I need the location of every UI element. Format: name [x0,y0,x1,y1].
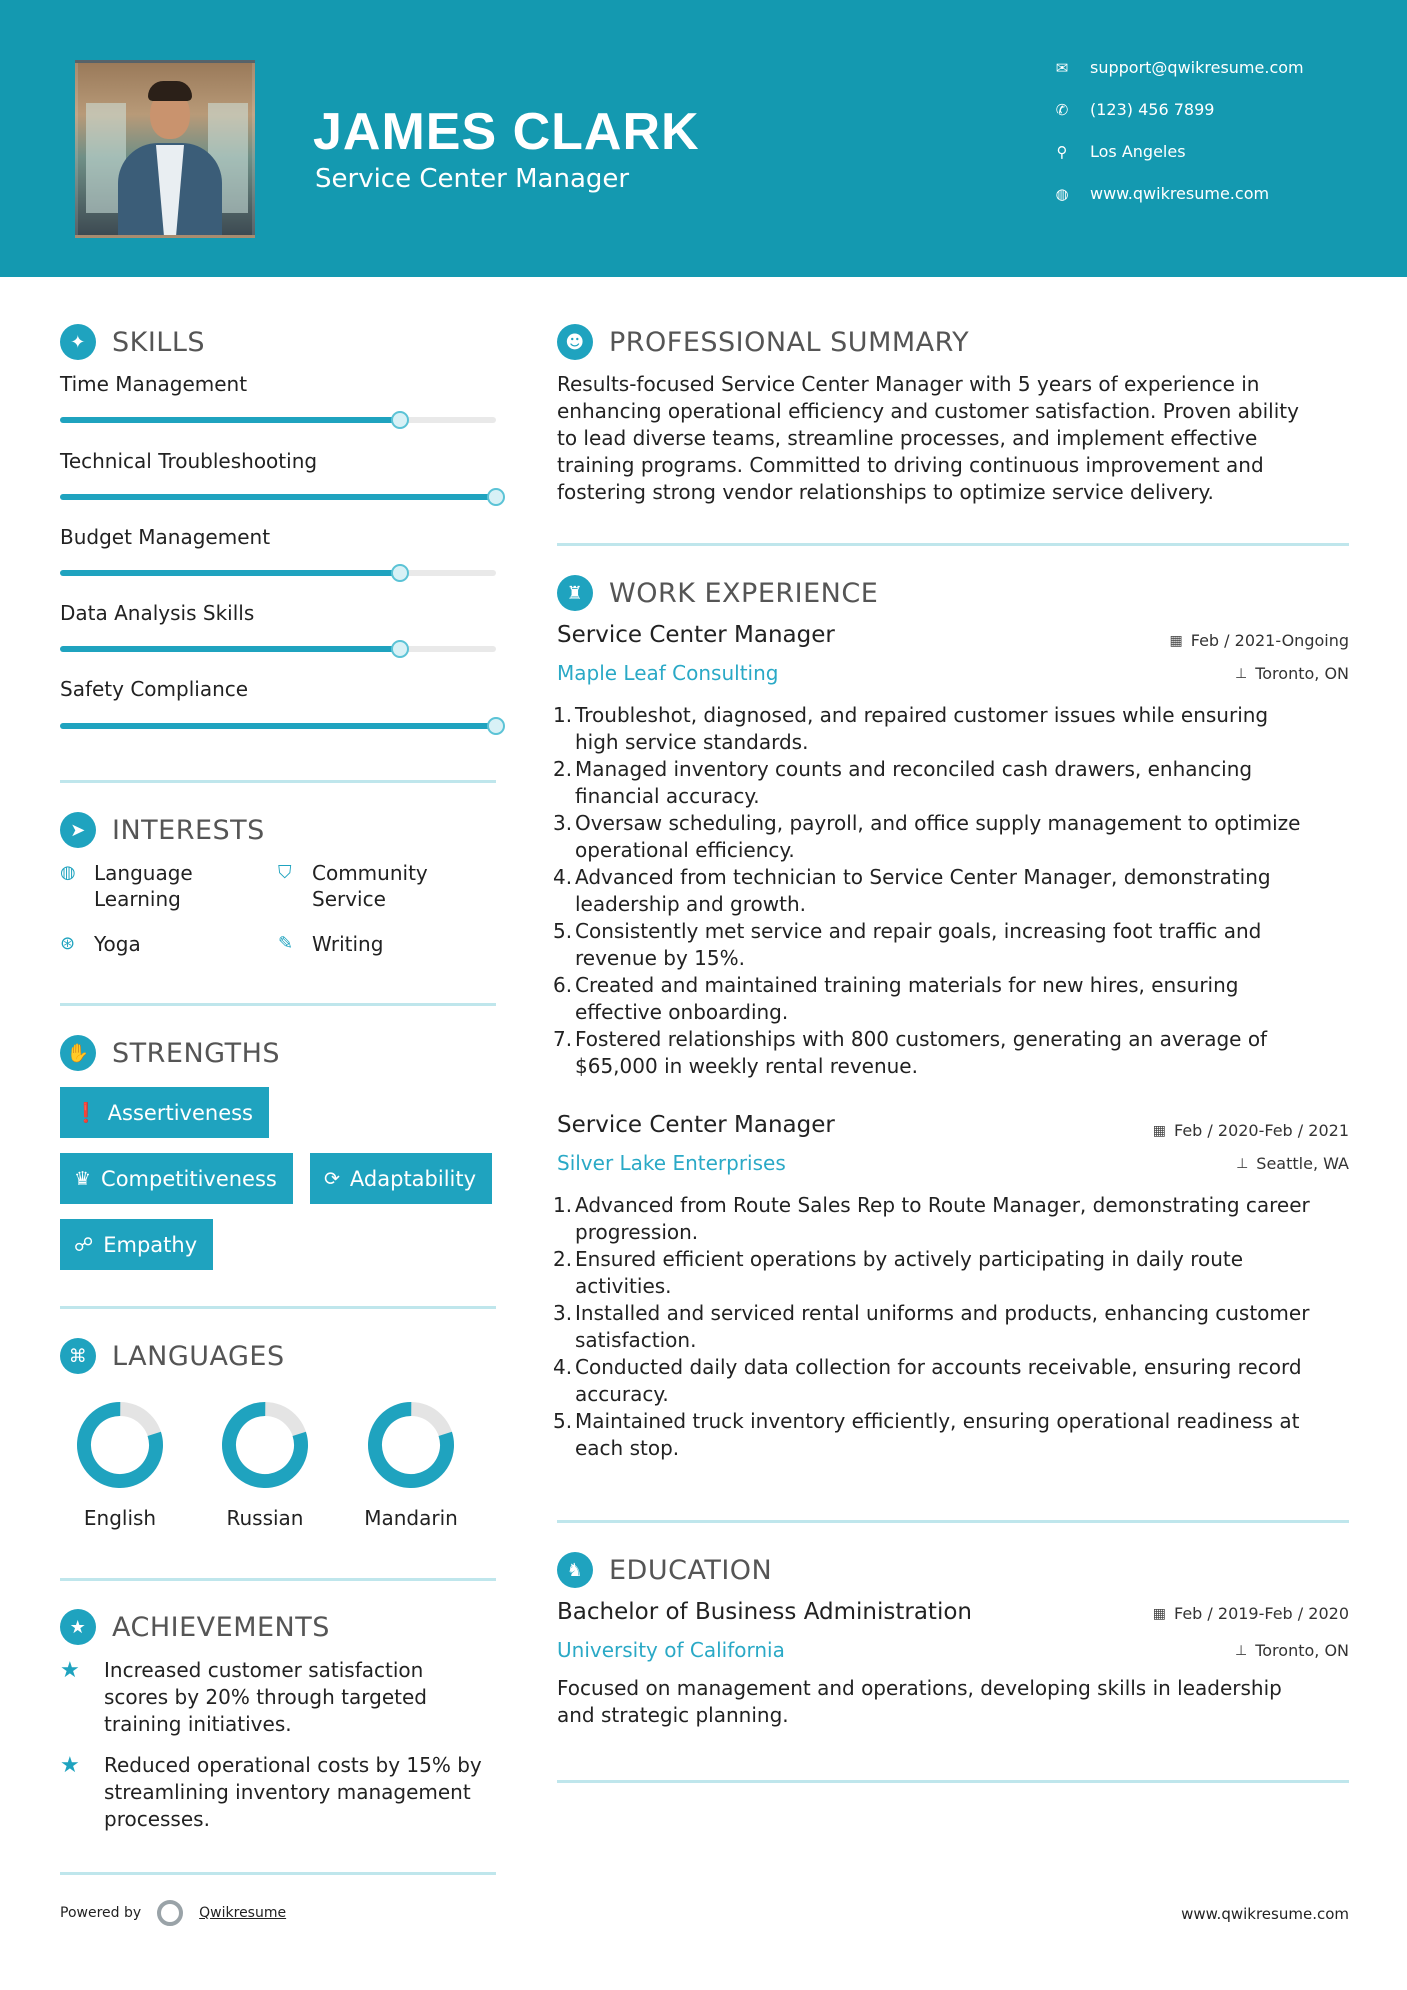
list-item: 4. Conducted daily data collection for accounts receivable, ensuring record accuracy. [553,1355,1302,1406]
education-heading [557,1552,772,1588]
list-item: 1. Troubleshot, diagnosed, and repaired customer issues while ensuring high service standards. [553,703,1269,754]
strength-tag [60,1087,269,1138]
education-location-text: Toronto, ON [1255,1641,1349,1660]
skill-bar [60,570,496,576]
job-date-text: Feb / 2020-Feb / 2021 [1174,1121,1349,1140]
summary-line: to lead diverse teams, streamline processes, and implement effective [557,426,1258,450]
trophy-icon: ♛ [74,1167,92,1190]
education-title: EDUCATION [609,1554,773,1586]
interest-item [278,860,428,912]
language-rings [60,1395,500,1495]
job-bullets [553,1192,1353,1462]
profile-photo [75,60,255,238]
achievement-text: processes. [104,1807,210,1831]
chair-icon: ♜ [557,575,593,611]
education-location [1235,1641,1349,1660]
summary-heading [557,324,969,360]
shield-icon: ⛉ [278,862,292,883]
pushpin-icon: ⊥ [1235,1642,1248,1659]
phone-icon: ✆ [1055,100,1069,119]
language-name: Russian [226,1506,304,1530]
graduate-icon: ♞ [557,1552,593,1588]
languages-title: LANGUAGES [112,1340,285,1372]
summary-line: fostering strong vendor relationships to optimize service delivery. [557,480,1214,504]
list-item: 4. Advanced from technician to Service Center Manager, demonstrating leadership and growth. [553,865,1271,916]
summary-line: enhancing operational efficiency and customer satisfaction. Proven ability [557,399,1299,423]
language-name: Mandarin [364,1506,458,1530]
candidate-role: Service Center Manager [315,164,630,194]
experience-title: WORK EXPERIENCE [609,577,879,609]
header-banner [0,0,1407,277]
star-icon: ★ [60,1753,80,1778]
contact-location-text: Los Angeles [1090,142,1186,161]
contact-website-text[interactable]: www.qwikresume.com [1090,184,1270,203]
education-school: University of California [557,1638,785,1662]
summary-text [557,371,1347,506]
strengths-title: STRENGTHS [112,1037,281,1069]
translate-icon: ⌘ [60,1338,96,1374]
section-divider [557,1520,1349,1523]
star-icon: ★ [60,1658,80,1683]
job-title: Service Center Manager [557,622,835,648]
pencil-icon: ✎ [278,933,294,954]
interests-title: INTERESTS [112,814,265,846]
contact-email[interactable] [1052,58,1352,77]
skills-title: SKILLS [112,326,206,358]
achievement-item [60,1752,500,1833]
skill-bar [60,417,496,423]
interest-label: Writing [312,932,384,956]
list-item: 1. Advanced from Route Sales Rep to Route Manager, demonstrating career progression. [553,1193,1310,1244]
list-item: 6. Created and maintained training materials for new hires, ensuring effective onboarding. [553,973,1239,1024]
envelope-icon: ✉ [1055,58,1069,77]
interests-heading [60,812,265,848]
map-pin-icon: ⚲ [1056,142,1068,161]
skill-name: Time Management [60,372,248,396]
paper-plane-icon: ➤ [60,812,96,848]
contact-location [1052,142,1352,161]
strength-label: Empathy [103,1232,198,1257]
languages-heading [60,1338,285,1374]
job-company: Maple Leaf Consulting [557,661,779,685]
contact-website[interactable] [1052,184,1352,203]
section-divider [557,543,1349,546]
list-item: 7. Fostered relationships with 800 customers, generating an average of $65,000 in weekly rental revenue. [553,1027,1268,1078]
degree-title: Bachelor of Business Administration [557,1599,972,1625]
achievement-text: streamlining inventory management [104,1780,471,1804]
job-date [1153,1121,1349,1140]
language-ring-russian [220,1400,311,1491]
footer-powered-by [60,1900,286,1926]
calendar-icon: ▦ [1169,632,1183,649]
globe-icon: ◍ [60,862,76,883]
section-divider [557,1780,1349,1783]
interest-label: Service [312,887,386,911]
list-item: 5. Maintained truck inventory efficiently, ensuring operational readiness at each stop. [553,1409,1300,1460]
list-item: 2. Ensured efficient operations by actively participating in daily route activities. [553,1247,1244,1298]
job-date-text: Feb / 2021-Ongoing [1190,631,1349,650]
skill-name: Safety Compliance [60,677,249,701]
section-divider [60,1306,496,1309]
job-date [1170,631,1349,650]
user-icon: ☻ [557,324,593,360]
section-divider [60,1578,496,1581]
skill-name: Data Analysis Skills [60,601,255,625]
education-date [1153,1604,1349,1623]
strength-label: Competitiveness [101,1166,277,1191]
globe-icon: ◍ [1055,184,1069,203]
education-line: and strategic planning. [557,1703,789,1727]
interest-label: Community [312,861,428,885]
summary-line: training programs. Committed to driving continuous improvement and [557,453,1264,477]
achievement-text: training initiatives. [104,1712,292,1736]
achievement-text: Increased customer satisfaction [104,1658,424,1682]
contact-email-text[interactable]: support@qwikresume.com [1090,58,1304,77]
hand-icon: ✋ [60,1035,96,1071]
interest-label: Learning [94,887,181,911]
exclamation-icon: ❗ [74,1102,98,1124]
achievement-text: scores by 20% through targeted [104,1685,427,1709]
lightbulb-icon: ✦ [60,324,96,360]
job-title: Service Center Manager [557,1112,835,1138]
skill-name: Budget Management [60,525,271,549]
job-location [1235,664,1349,683]
powered-by-label: Powered by [60,1905,142,1921]
achievement-text: Reduced operational costs by 15% by [104,1753,482,1777]
qwikresume-logo-icon [157,1900,183,1926]
brand-link[interactable]: Qwikresume [199,1905,287,1921]
job-company: Silver Lake Enterprises [557,1151,786,1175]
education-line: Focused on management and operations, developing skills in leadership [557,1676,1282,1700]
interest-label: Yoga [94,932,141,956]
section-divider [60,780,496,783]
job-location [1236,1154,1349,1173]
skill-bar [60,723,496,729]
calendar-icon: ▦ [1152,1605,1166,1622]
star-badge-icon: ★ [60,1609,96,1645]
skill-bar [60,646,496,652]
contact-phone-text: (123) 456 7899 [1090,100,1215,119]
pushpin-icon: ⊥ [1235,665,1248,682]
list-item: 3. Installed and serviced rental uniforms and products, enhancing customer satisfaction. [553,1301,1310,1352]
strength-tag [310,1153,492,1204]
job-location-text: Seattle, WA [1256,1154,1349,1173]
strengths-heading [60,1035,280,1071]
section-divider [60,1872,496,1875]
list-item: 3. Oversaw scheduling, payroll, and office supply management to optimize operational efficiency. [553,811,1301,862]
summary-line: Results-focused Service Center Manager with 5 years of experience in [557,372,1260,396]
list-item: 5. Consistently met service and repair goals, increasing foot traffic and revenue by 15%. [553,919,1262,970]
strength-tag [60,1153,293,1204]
footer-url[interactable]: www.qwikresume.com [1181,1905,1349,1923]
handshake-icon: ☍ [74,1233,94,1256]
section-divider [60,1003,496,1006]
list-item: 2. Managed inventory counts and reconciled cash drawers, enhancing financial accuracy. [553,757,1253,808]
refresh-icon: ⟳ [324,1167,340,1190]
interest-item [60,931,141,957]
skill-bar [60,494,496,500]
pushpin-icon: ⊥ [1236,1155,1249,1172]
calendar-icon: ▦ [1152,1122,1166,1139]
achievements-heading [60,1609,330,1645]
lifebuoy-icon: ⊛ [60,933,76,954]
education-date-text: Feb / 2019-Feb / 2020 [1174,1604,1349,1623]
strength-label: Assertiveness [107,1100,254,1125]
language-ring-english [75,1400,166,1491]
achievements-title: ACHIEVEMENTS [112,1611,330,1643]
education-description [557,1675,1347,1729]
strength-label: Adaptability [349,1166,477,1191]
experience-heading [557,575,878,611]
interest-label: Language [94,861,193,885]
language-name: English [83,1506,157,1530]
interest-item [60,860,193,912]
strength-tag [60,1219,213,1270]
job-location-text: Toronto, ON [1255,664,1349,683]
contact-phone [1052,100,1352,119]
language-ring-mandarin [366,1400,457,1491]
candidate-name: JAMES CLARK [313,103,700,161]
skill-name: Technical Troubleshooting [60,449,318,473]
achievement-item [60,1657,500,1738]
job-bullets [553,702,1353,1080]
interest-item [278,931,383,957]
skills-heading [60,324,205,360]
summary-title: PROFESSIONAL SUMMARY [609,326,970,358]
